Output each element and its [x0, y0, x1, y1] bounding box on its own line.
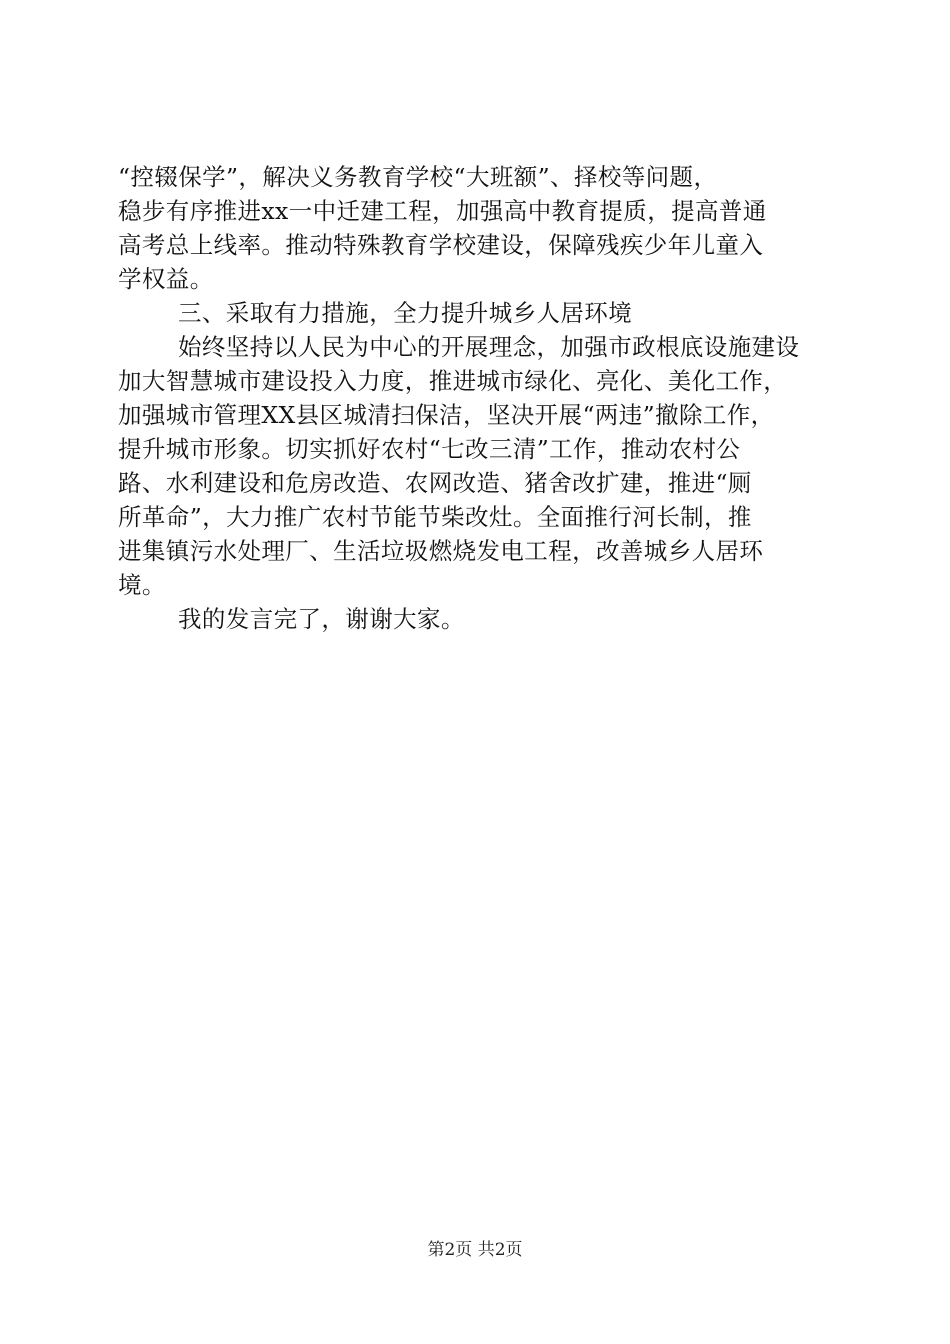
- text-line: 所革命”，大力推广农村节能节柴改灶。全面推行河长制，推: [118, 503, 752, 531]
- text-line: 路、水利建设和危房改造、农网改造、猪舍改扩建，推进“厕: [118, 469, 752, 497]
- closing-line: 我的发言完了，谢谢大家。: [178, 605, 465, 633]
- text-line: 加强城市管理XX县区城清扫保洁，坚决开展“两违”撤除工作，: [118, 401, 775, 429]
- text-line: 提升城市形象。切实抓好农村“七改三清”工作，推动农村公: [118, 435, 741, 463]
- text-line: 境。: [118, 571, 166, 599]
- text-line: 稳步有序推进xx一中迁建工程，加强高中教育提质，提高普通: [118, 197, 767, 225]
- document-body: [118, 160, 848, 636]
- text-line: 加大智慧城市建设投入力度，推进城市绿化、亮化、美化工作，: [118, 367, 788, 395]
- text-line: 进集镇污水处理厂、生活垃圾燃烧发电工程，改善城乡人居环: [118, 537, 764, 565]
- text-line: “控辍保学”，解决义务教育学校“大班额”、择校等问题，: [118, 163, 718, 191]
- page-number-footer: 第2页 共2页: [427, 1240, 523, 1260]
- section-heading: 三、采取有力措施，全力提升城乡人居环境: [178, 299, 633, 327]
- text-line: 始终坚持以人民为中心的开展理念，加强市政根底设施建设: [178, 333, 800, 361]
- text-line: 学权益。: [118, 265, 214, 293]
- text-line: 高考总上线率。推动特殊教育学校建设，保障残疾少年儿童入: [118, 231, 764, 259]
